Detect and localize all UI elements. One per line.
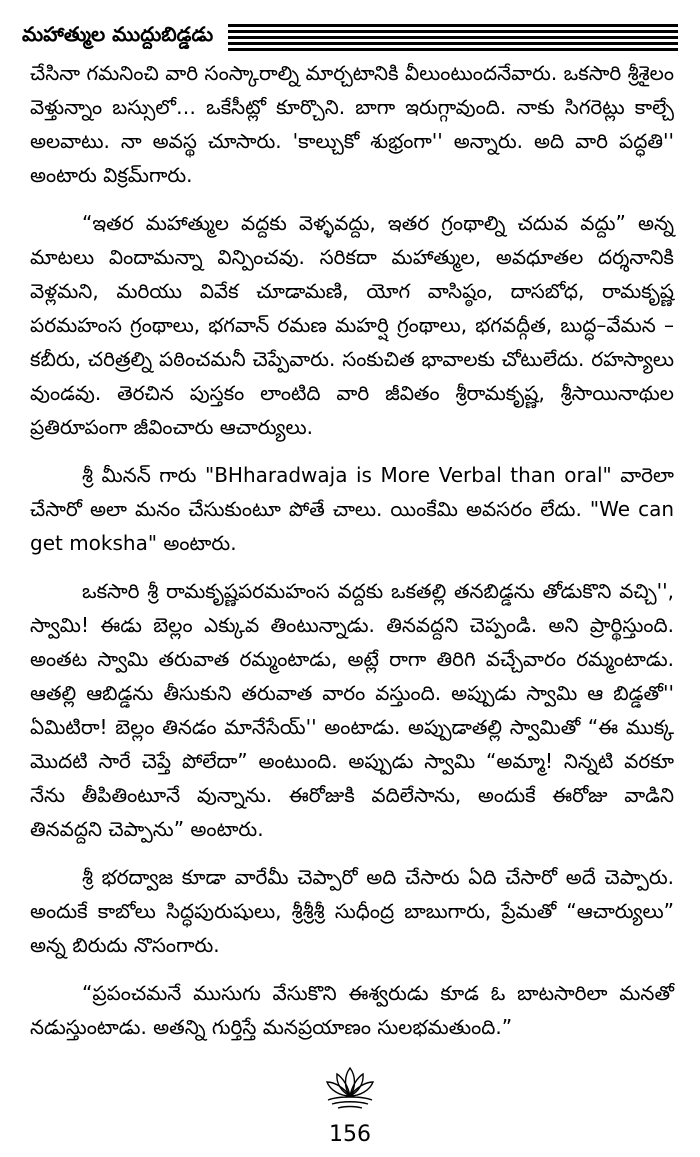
paragraph-2: “ఇతర మహాత్ముల వద్దకు వెళ్ళవద్దు, ఇతర గ్రంథాల్ని చదువ వద్దు” అన్న మాటలు విందామన్నా విన్పించవు. సరికదా మహాత్ముల, అవధూతల దర్శనానికి వెళ్లమని, మరియు వివేక చూడామణి, యోగ వాసిష్ఠం, దాసబోధ, రామకృష్ణ పరమహంస గ్రంథాలు, భగవాన్ రమణ మహర్షి గ్రంథాలు, భగవద్గీత, బుద్ధ–వేమన –కబీరు, చరిత్రల్ని పఠించమనీ చెప్పేవారు. సంకుచిత భావాలకు చోటులేదు. రహస్యాలు వుండవు. తెరచిన పుస్తకం లాంటిది వారి జీవితం శ్రీరామకృష్ణ, శ్రీసాయినాథుల ప్రతిరూపంగా జీవించారు ఆచార్యులు. (30, 211, 674, 439)
running-title: మహాత్ముల ముద్దుబిడ్డడు (22, 22, 214, 46)
paragraph-6: “ప్రపంచమనే ముసుగు వేసుకొని ఈశ్వరుడు కూడ ఓ బాటసారిలా మనతో నడుస్తుంటాడు. అతన్ని గుర్తిస్తే మనప్రయాణం సులభమతుంది.” (30, 981, 674, 1039)
page-body (30, 56, 674, 1044)
paragraph-3: శ్రీ మీనన్ గారు "BHharadwaja is More Verbal than oral" వారెలా చేసారో అలా మనం చేసుకుంటూ పోతే చాలు. యింకేమి అవసరం లేదు. "We can get moksha" అంటారు. (30, 463, 674, 555)
running-header (22, 18, 678, 58)
header-rules (228, 24, 678, 54)
lotus-icon (320, 1062, 380, 1110)
paragraph-4: ఒకసారి శ్రీ రామకృష్ణపరమహంస వద్దకు ఒకతల్లి తనబిడ్డను తోడుకొని వచ్చి'', స్వామి! ఈడు బెల్లం ఎక్కువ తింటున్నాడు. తినవద్దని చెప్పండి. అని ప్రార్థిస్తుంది. అంతట స్వామి తరువాత రమ్మంటాడు, అట్లే రాగా తిరిగి వచ్చేవారం రమ్మంటాడు. ఆతల్లి ఆబిడ్డను తీసుకుని తరువాత వారం వస్తుంది. అప్పుడు స్వామి ఆ బిడ్డతో'' ఏమిటిరా! బెల్లం తినడం మానేసేయ్'' అంటాడు. అప్పుడాతల్లి స్వామితో “ఈ ముక్క మొదటి సారే చెప్తే పోలేదా” అంటుంది. అప్పుడు స్వామి “అమ్మా! నిన్నటి వరకూ నేను తీపితింటూనే వున్నాను. ఈరోజుకి వదిలేసాను, అందుకే ఈరోజు వాడిని తినవద్దని చెప్పాను” అంటారు. (30, 579, 674, 841)
paragraph-5: శ్రీ భరద్వాజ కూడా వారేమీ చెప్పారో అది చేసారు ఏది చేసారో అదే చెప్పారు. అందుకే కాబోలు సిద్ధపురుషులు, శ్రీశ్రీశ్రీ సుధీంద్ర బాబుగారు, ప్రేమతో “ఆచార్యులు” అన్న బిరుదు నొసంగారు. (30, 865, 674, 957)
page-number: 156 (329, 1122, 371, 1147)
paragraph-1: చేసినా గమనించి వారి సంస్కారాల్ని మార్చటానికి వీలుంటుందనేవారు. ఒకసారి శ్రీశైలం వెళ్తున్నాం బస్సులో… ఒకేసీట్లో కూర్చొని. బాగా ఇరుగ్గావుంది. నాకు సిగరెట్లు కాల్చే అలవాటు. నా అవస్థ చూసారు. 'కాల్చుకో శుభ్రంగా'' అన్నారు. అది వారి పద్ధతి'' అంటారు విక్రమ్‌గారు. (30, 61, 674, 187)
